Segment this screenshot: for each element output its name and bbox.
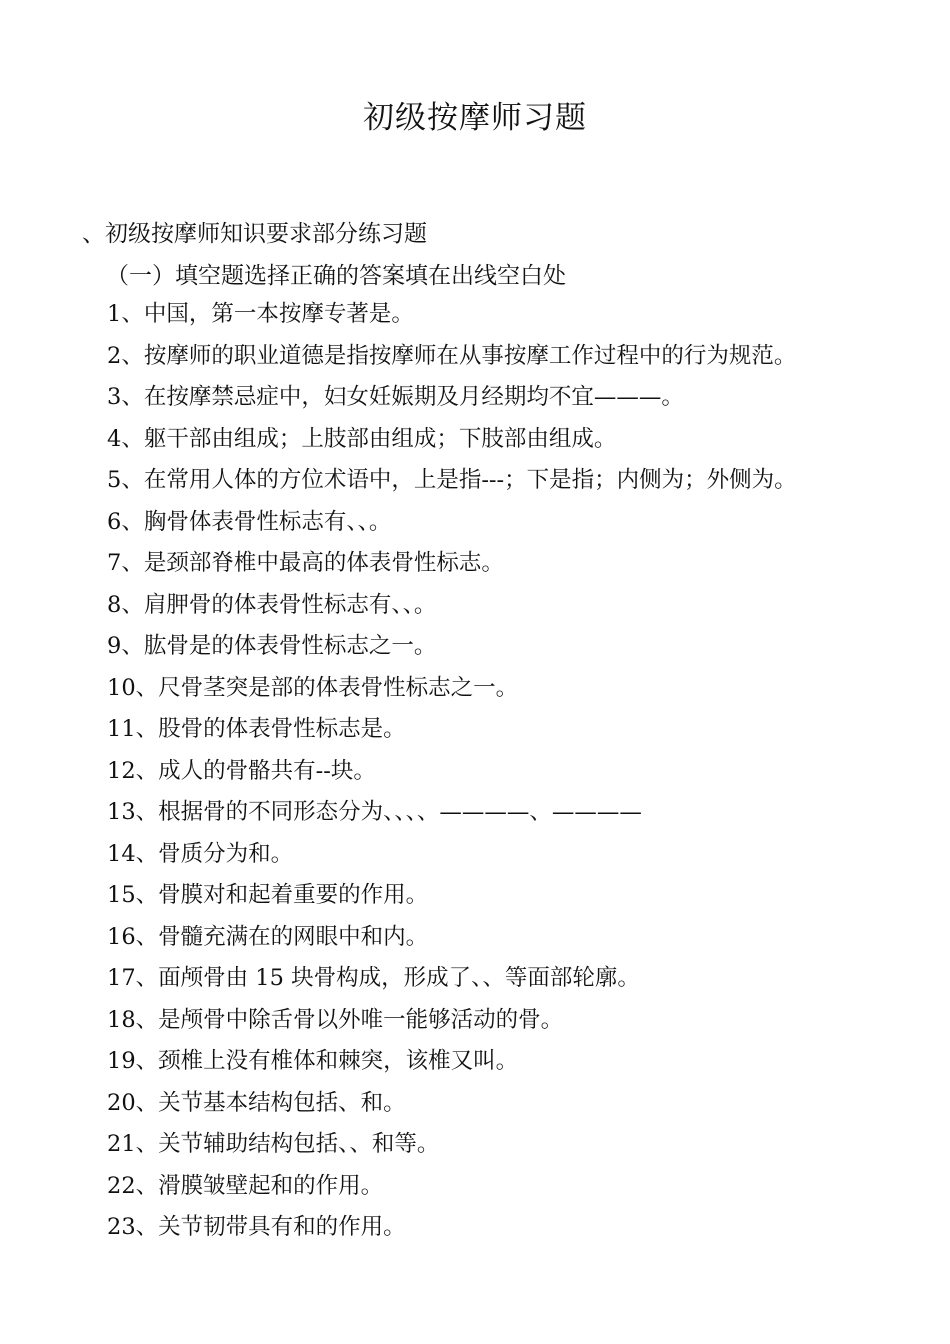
question-item: 13、根据骨的不同形态分为、、、、————、————	[107, 799, 642, 825]
question-item: 22、滑膜皱壁起和的作用。	[107, 1172, 384, 1199]
question-item: 11、股骨的体表骨性标志是。	[107, 716, 406, 742]
question-item: 7、是颈部脊椎中最高的体表骨性标志。	[107, 550, 504, 576]
question-item: 3、在按摩禁忌症中，妇女妊娠期及月经期均不宜———。	[107, 384, 684, 410]
question-list	[82, 298, 882, 1253]
question-item: 2、按摩师的职业道德是指按摩师在从事按摩工作过程中的行为规范。	[107, 342, 797, 369]
question-item: 4、躯干部由组成；上肢部由组成；下肢部由组成。	[107, 425, 617, 452]
question-item: 6、胸骨体表骨性标志有、、。	[107, 508, 392, 535]
question-item: 16、骨髓充满在的网眼中和内。	[107, 923, 429, 950]
question-item: 20、关节基本结构包括、和。	[107, 1089, 406, 1116]
question-item: 23、关节韧带具有和的作用。	[107, 1214, 406, 1240]
question-item: 5、在常用人体的方位术语中，上是指---；下是指；内侧为；外侧为。	[107, 467, 797, 493]
document-title: 初级按摩师习题	[363, 100, 587, 136]
section-heading: 、初级按摩师知识要求部分练习题	[82, 221, 427, 247]
question-item: 8、肩胛骨的体表骨性标志有、、。	[107, 591, 437, 618]
question-item: 21、关节辅助结构包括、、和等。	[107, 1131, 440, 1157]
question-item: 9、肱骨是的体表骨性标志之一。	[107, 633, 437, 659]
question-item: 15、骨膜对和起着重要的作用。	[107, 882, 429, 908]
question-item: 14、骨质分为和。	[107, 840, 294, 867]
question-item: 1、中国，第一本按摩专著是。	[107, 301, 414, 327]
subsection-heading: （一）填空题选择正确的答案填在出线空白处	[106, 263, 566, 289]
question-item: 12、成人的骨骼共有--块。	[107, 757, 376, 784]
question-item: 19、颈椎上没有椎体和棘突，该椎又叫。	[107, 1048, 519, 1074]
question-item: 10、尺骨茎突是部的体表骨性标志之一。	[107, 674, 519, 701]
question-item: 18、是颅骨中除舌骨以外唯一能够活动的骨。	[107, 1006, 564, 1033]
question-item: 17、面颅骨由 15 块骨构成，形成了、、等面部轮廓。	[107, 965, 640, 991]
